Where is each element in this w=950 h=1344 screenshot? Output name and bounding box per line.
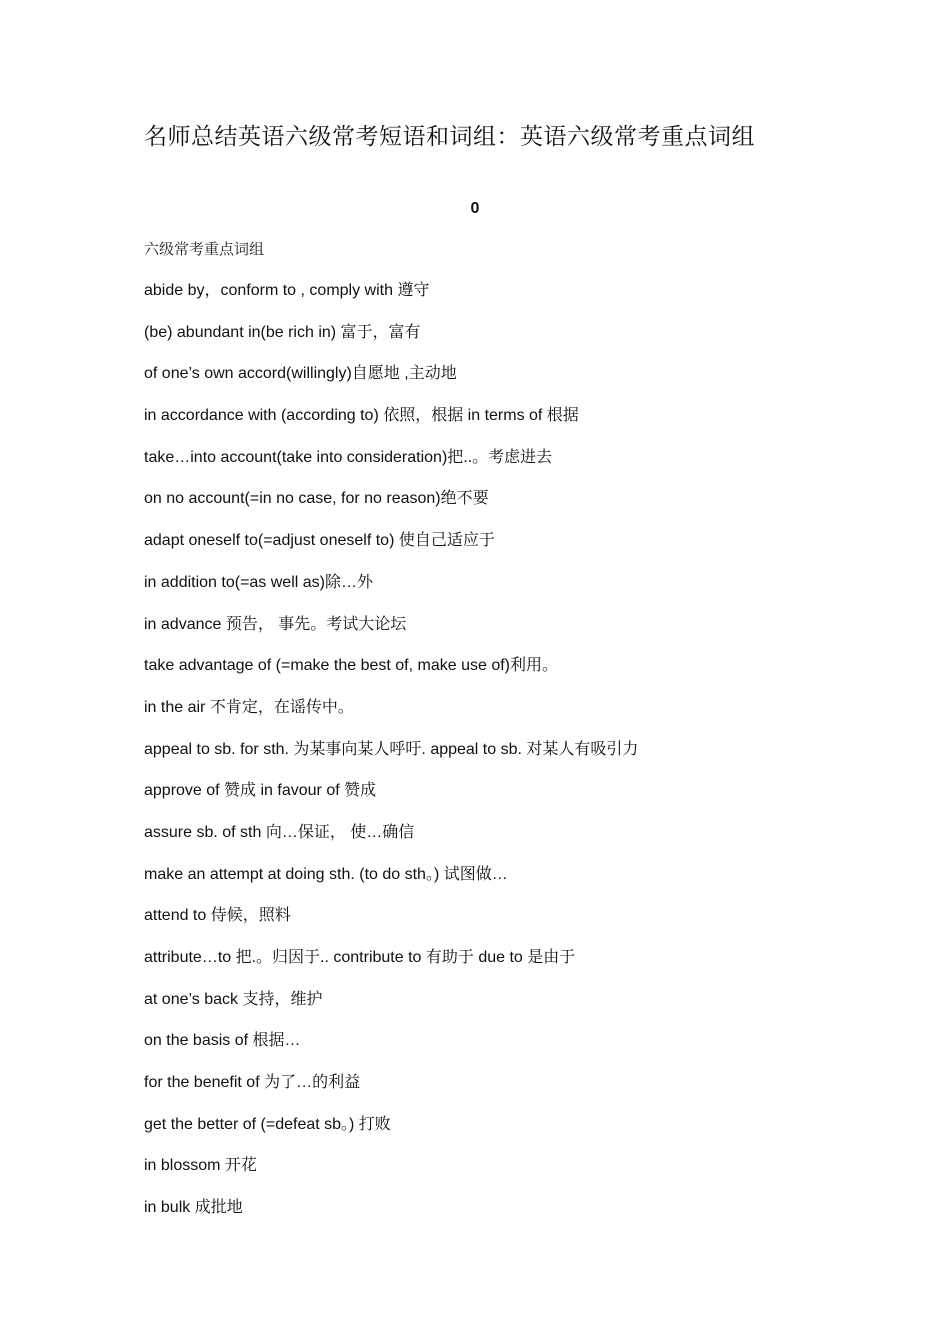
page-number: 0 xyxy=(470,200,480,217)
phrase-entry: in bulk 成批地 xyxy=(144,1199,243,1217)
phrase-entry: of one’s own accord(willingly)自愿地 ,主动地 xyxy=(144,365,457,383)
phrase-entry: get the better of (=defeat sb。) 打败 xyxy=(144,1115,391,1133)
phrase-entry: in the air 不肯定，在谣传中。 xyxy=(144,698,354,716)
phrase-entry: appeal to sb. for sth. 为某事向某人呼吁. appeal to sb. 对某人有吸引力 xyxy=(144,740,639,758)
phrase-entry: adapt oneself to(=adjust oneself to) 使自己适应于 xyxy=(144,532,495,550)
phrase-entry: attribute…to 把.。归因于.. contribute to 有助于 due to 是由于 xyxy=(144,949,576,966)
phrase-entry: in advance 预告， 事先。考试大论坛 xyxy=(144,615,407,633)
phrase-entry: in addition to(=as well as)除…外 xyxy=(144,573,373,591)
document-title: 名师总结英语六级常考短语和词组：英语六级常考重点词组 xyxy=(144,124,755,150)
phrase-entry: on no account(=in no case, for no reason)绝不要 xyxy=(144,490,489,508)
phrase-list xyxy=(144,280,924,1239)
section-heading: 六级常考重点词组 xyxy=(144,240,265,258)
phrase-entry: for the benefit of 为了…的利益 xyxy=(144,1074,361,1092)
phrase-entry: in blossom 开花 xyxy=(144,1157,257,1175)
phrase-entry: make an attempt at doing sth. (to do sth。) 试图做… xyxy=(144,865,508,883)
phrase-entry: on the basis of 根据… xyxy=(144,1032,301,1050)
phrase-entry: in accordance with (according to) 依照，根据 in terms of 根据 xyxy=(144,407,579,425)
phrase-entry: take advantage of (=make the best of, make use of)利用。 xyxy=(144,657,558,675)
phrase-entry: abide by，conform to , comply with 遵守 xyxy=(144,282,430,299)
phrase-entry: approve of 赞成 in favour of 赞成 xyxy=(144,782,377,800)
phrase-entry: at one’s back 支持，维护 xyxy=(144,990,323,1008)
phrase-entry: assure sb. of sth 向…保证， 使…确信 xyxy=(144,823,415,841)
phrase-entry: attend to 侍候，照料 xyxy=(144,907,291,925)
phrase-entry: take…into account(take into consideration)把..。考虑进去 xyxy=(144,448,553,466)
phrase-entry: (be) abundant in(be rich in) 富于，富有 xyxy=(144,323,421,341)
